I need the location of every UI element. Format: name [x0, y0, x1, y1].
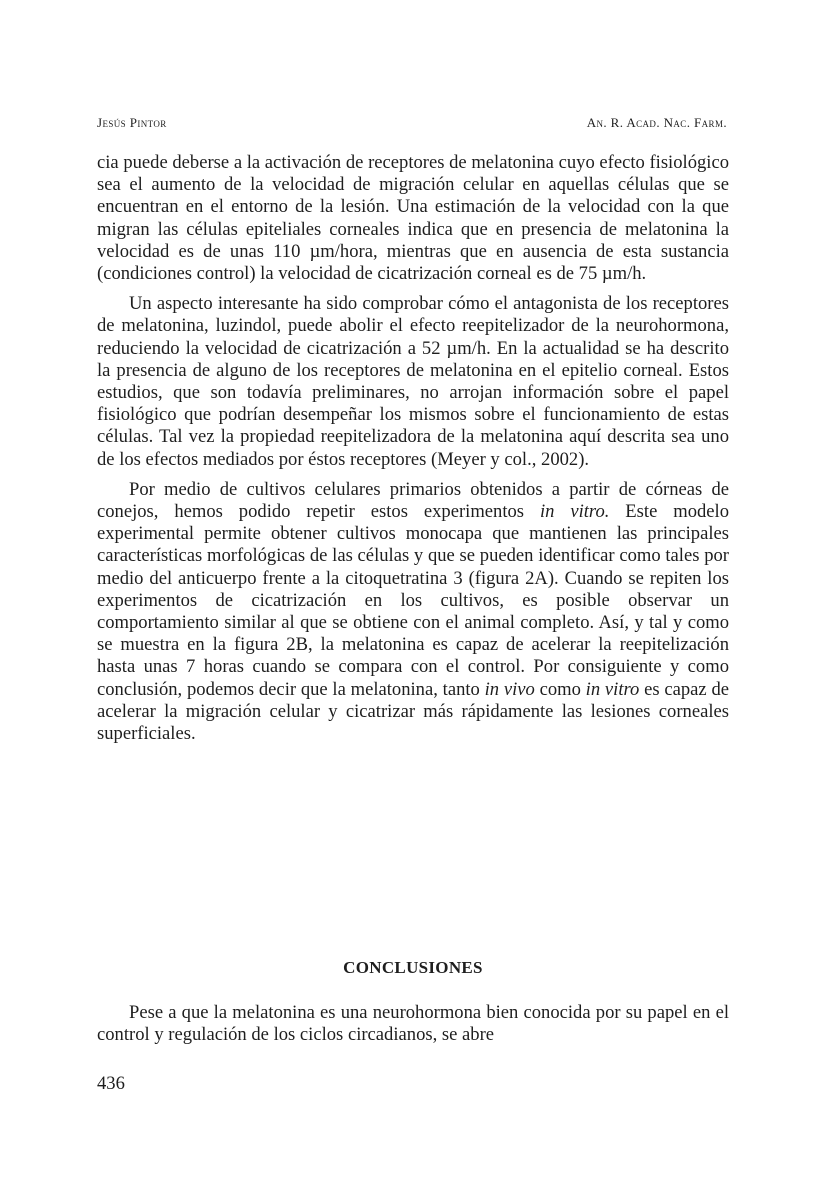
italic-term: in vivo [484, 678, 535, 700]
body-text [97, 152, 729, 745]
running-head-journal: An. R. Acad. Nac. Farm. [586, 115, 727, 130]
paragraph-continuation: cia puede deberse a la activación de receptores de melatonina cuyo efecto fisiológico sea el aumento de la velocidad de migración celular en aquellas células que se encuentran en el entorno de la lesión. Una estimación de la velocidad con la que migran las células epiteliales corneales indica que en presencia de melatonina la velocidad es de unas 110 µm/hora, mientras que en ausencia de esta sustancia (condiciones control) la velocidad de cicatrización corneal es de 75 µm/h. [97, 152, 729, 285]
paragraph-luzindol: Un aspecto interesante ha sido comprobar cómo el antagonista de los receptores de melatonina, luzindol, puede abolir el efecto reepitelizador de la neurohormona, reduciendo la velocidad de cicatrización a 52 µm/h. En la actualidad se ha descrito la presencia de alguno de los receptores de melatonina en el epitelio corneal. Estos estudios, que son todavía preliminares, no arrojan información sobre el papel fisiológico que podrían desempeñar los mismos sobre el funcionamiento de estas células. Tal vez la propiedad reepitelizadora de la melatonina aquí descrita sea uno de los efectos mediados por éstos receptores (Meyer y col., 2002). [97, 293, 729, 470]
running-head-author: Jesús Pintor [97, 115, 167, 130]
text-run: Por medio de cultivos celulares primarios obtenidos a partir de córneas de conejos, hemos podido repetir estos experimentos [97, 478, 729, 523]
text-run: como [534, 678, 586, 700]
text-run: Este modelo experimental permite obtener cultivos monocapa que mantienen las principales características morfológicas de las células y que se pueden identificar como tales por medio del anticuerpo frente a la citoquetratina 3 (figura 2A). Cuando se repiten los experimentos de cicatrización en los cultivos, es posible observar un comportamiento similar al que se obtiene con el animal completo. Así, y tal y como se muestra en la figura 2B, la melatonina es capaz de acelerar la reepitelización hasta unas 7 horas cuando se compara con el control. Por consiguiente y como conclusión, podemos decir que la melatonina, tanto [97, 501, 729, 700]
body-text-conclusions [97, 1002, 729, 1046]
text-run: es capaz de acelerar la migración celular y cicatrizar más rápidamente las lesiones corneales superficiales. [97, 678, 730, 745]
section-heading: CONCLUSIONES [343, 958, 483, 977]
paragraph-conclusions: Pese a que la melatonina es una neurohormona bien conocida por su papel en el control y regulación de los ciclos circadianos, se abre [97, 1002, 729, 1046]
italic-term: in vitro [585, 678, 640, 700]
paragraph-in-vitro [97, 479, 729, 745]
page-number: 436 [97, 1073, 125, 1094]
italic-term: in vitro. [539, 501, 610, 523]
